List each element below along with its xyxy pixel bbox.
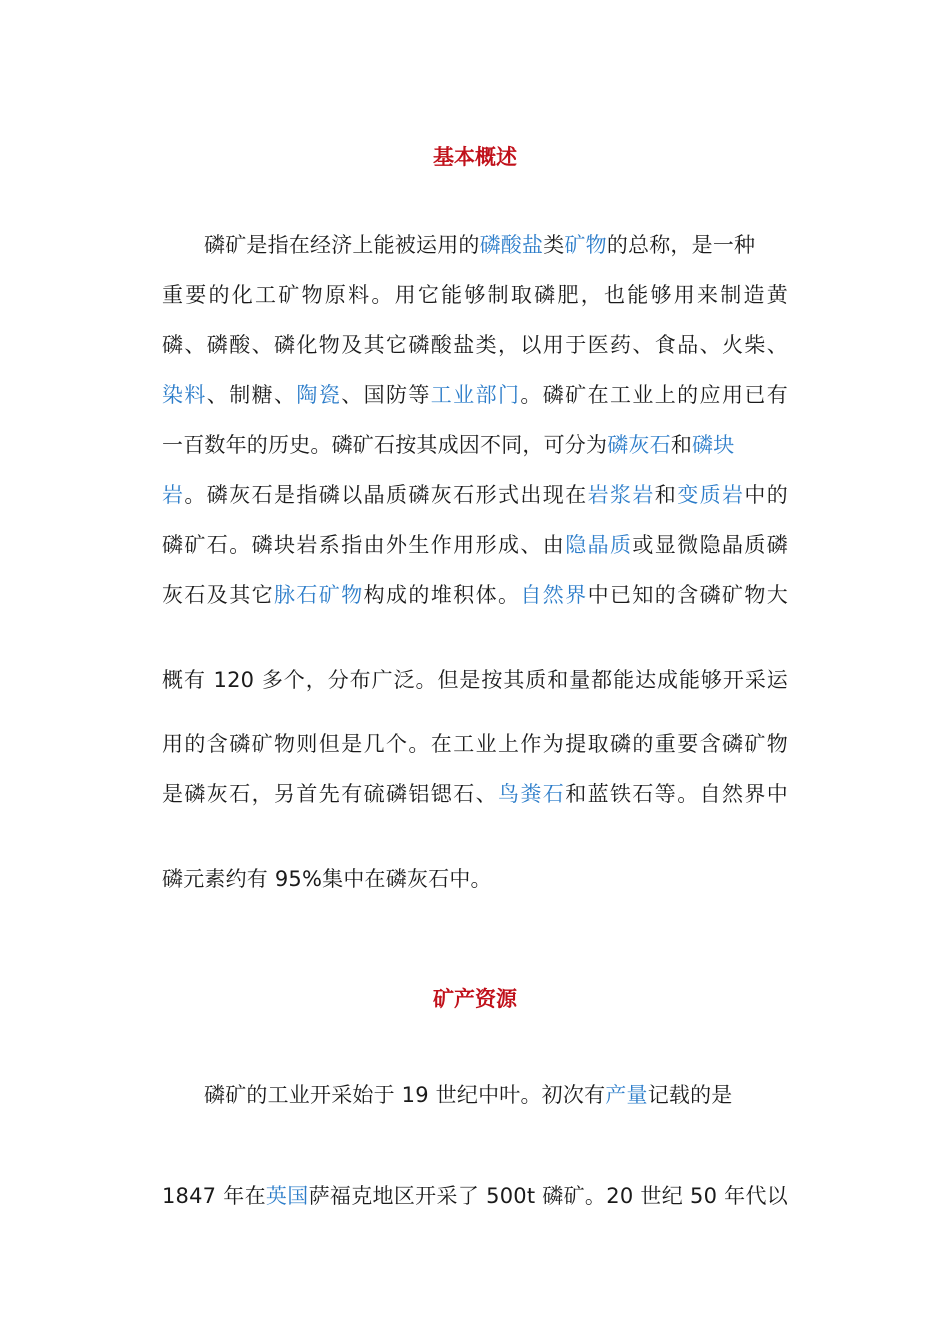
text-segment: 概有 120 多个，分布广泛。但是按其质和量都能达成能够开采运 (162, 668, 788, 692)
text-segment: 类 (543, 233, 565, 257)
paragraph-line (162, 479, 788, 509)
text-segment: 的总称，是一种 (606, 233, 756, 257)
wiki-link[interactable]: 磷灰石 (607, 433, 671, 457)
wiki-link[interactable]: 染料 (162, 383, 207, 407)
paragraph-line (162, 664, 788, 694)
text-segment: 记载的是 (647, 1083, 733, 1107)
wiki-link[interactable]: 鸟粪石 (498, 782, 566, 806)
text-segment: 中的 (744, 483, 788, 507)
text-segment: 磷元素约有 95%集中在磷灰石中。 (162, 867, 492, 891)
wiki-link[interactable]: 矿物 (564, 233, 607, 257)
wiki-link[interactable]: 磷块 (692, 433, 735, 457)
text-segment: 磷矿是指在经济上能被运用的 (204, 233, 480, 257)
paragraph-line (162, 728, 788, 758)
wiki-link[interactable]: 岩 (162, 483, 185, 507)
paragraph-line (162, 579, 788, 609)
paragraph-line (204, 229, 788, 259)
text-segment: 。磷矿在工业上的应用已有 (520, 383, 788, 407)
wiki-link[interactable]: 自然界 (520, 583, 588, 607)
text-segment: 1847 年在 (162, 1184, 266, 1208)
text-segment: 磷、磷酸、磷化物及其它磷酸盐类，以用于医药、食品、火柴、 (162, 333, 788, 357)
paragraph-line (162, 529, 788, 559)
text-segment: 磷矿的工业开采始于 19 世纪中叶。初次有 (204, 1083, 606, 1107)
text-segment: 和 (670, 433, 693, 457)
text-segment: 、制糖、 (206, 383, 297, 407)
text-segment: 。磷灰石是指磷以晶质磷灰石形式出现在 (184, 483, 588, 507)
text-segment: 萨福克地区开采了 500t 磷矿。20 世纪 50 年代以 (308, 1184, 788, 1208)
paragraph-line (162, 379, 788, 409)
wiki-link[interactable]: 隐晶质 (565, 533, 633, 557)
paragraph-line (162, 863, 788, 893)
text-segment: 磷矿石。磷块岩系指由外生作用形成、由 (162, 533, 566, 557)
paragraph-line (162, 1180, 788, 1210)
wiki-link[interactable]: 英国 (265, 1184, 309, 1208)
paragraph-line (162, 429, 788, 459)
text-segment: 灰石及其它 (162, 583, 274, 607)
section-title-overview: 基本概述 (433, 144, 517, 169)
paragraph-line (204, 1079, 788, 1109)
text-segment: 和蓝铁石等。自然界中 (565, 782, 788, 806)
text-segment: 用的含磷矿物则但是几个。在工业上作为提取磷的重要含磷矿物 (162, 732, 788, 756)
text-segment: 和 (654, 483, 678, 507)
paragraph-line (162, 778, 788, 808)
text-segment: 或显微隐晶质磷 (632, 533, 788, 557)
wiki-link[interactable]: 变质岩 (677, 483, 745, 507)
text-segment: 是磷灰石，另首先有硫磷铝锶石、 (162, 782, 498, 806)
text-segment: 构成的堆积体。 (363, 583, 521, 607)
text-segment: 中已知的含磷矿物大 (587, 583, 788, 607)
wiki-link[interactable]: 工业部门 (430, 383, 521, 407)
wiki-link[interactable]: 陶瓷 (296, 383, 342, 407)
wiki-link[interactable]: 产量 (605, 1083, 648, 1107)
text-segment: 、国防等 (341, 383, 431, 407)
text-segment: 重要的化工矿物原料。用它能够制取磷肥，也能够用来制造黄 (162, 283, 788, 307)
wiki-link[interactable]: 岩浆岩 (587, 483, 655, 507)
wiki-link[interactable]: 脉石矿物 (274, 583, 364, 607)
section-title-resources: 矿产资源 (433, 986, 517, 1011)
wiki-link[interactable]: 磷酸盐 (479, 233, 544, 257)
paragraph-line (162, 329, 788, 359)
paragraph-line (162, 279, 788, 309)
text-segment: 一百数年的历史。磷矿石按其成因不同，可分为 (162, 433, 608, 457)
